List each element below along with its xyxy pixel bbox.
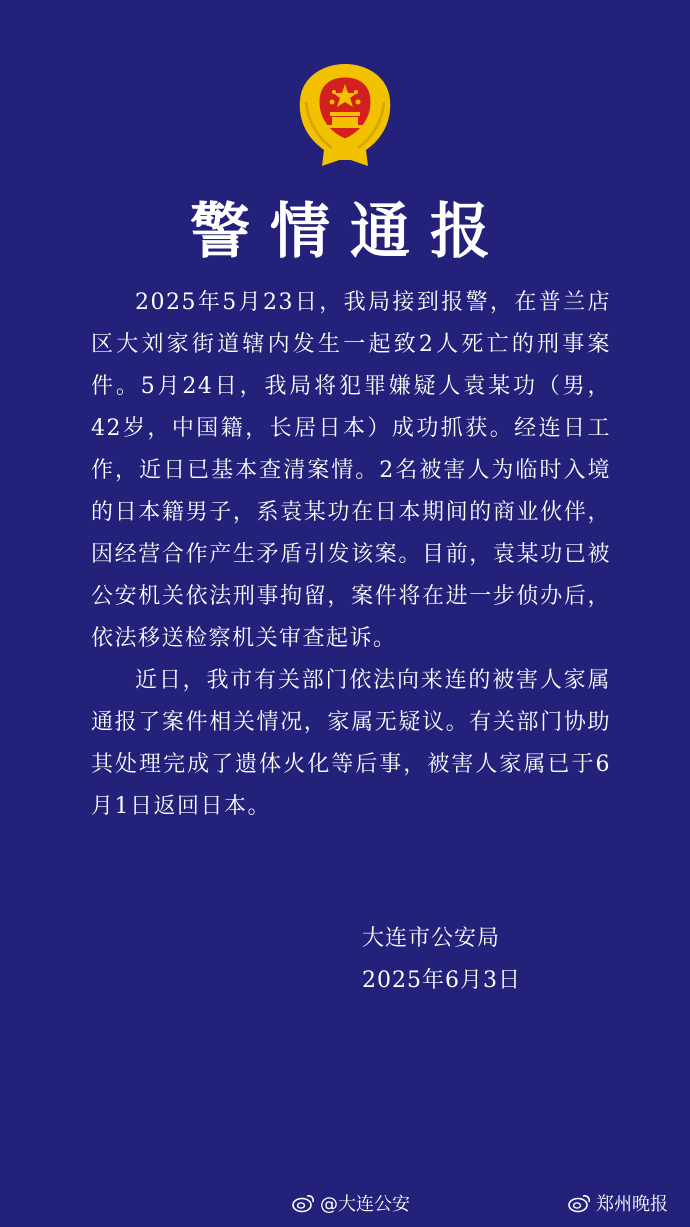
page-title: 警情通报	[190, 197, 510, 267]
police-emblem-icon	[296, 62, 394, 172]
notice-body	[91, 282, 611, 828]
signature-date: 2025年6月3日	[362, 968, 521, 993]
paragraph-1: 2025年5月23日，我局接到报警，在普兰店区大刘家街道辖内发生一起致2人死亡的刑事案件。5月24日，我局将犯罪嫌疑人袁某功（男，42岁，中国籍，长居日本）成功抓获。经连日工作，近日已基本查清案情。2名被害人为临时入境的日本籍男子，系袁某功在日本期间的商业伙伴，因经营合作产生矛盾引发该案。目前，袁某功已被公安机关依法刑事拘留，案件将在进一步侦办后，依法移送检察机关审查起诉。	[91, 290, 611, 651]
watermark-right-text: 郑州晚报	[596, 1194, 668, 1215]
watermark-left-text: @大连公安	[320, 1194, 410, 1215]
weibo-icon	[292, 1193, 316, 1213]
signature-org: 大连市公安局	[362, 926, 501, 951]
weibo-icon	[568, 1193, 592, 1213]
watermark-left	[292, 1190, 410, 1216]
signature-block	[362, 918, 521, 1002]
paragraph-2: 近日，我市有关部门依法向来连的被害人家属通报了案件相关情况，家属无疑议。有关部门协助其处理完成了遗体火化等后事，被害人家属已于6月1日返回日本。	[91, 668, 611, 819]
watermark-right	[568, 1190, 668, 1216]
